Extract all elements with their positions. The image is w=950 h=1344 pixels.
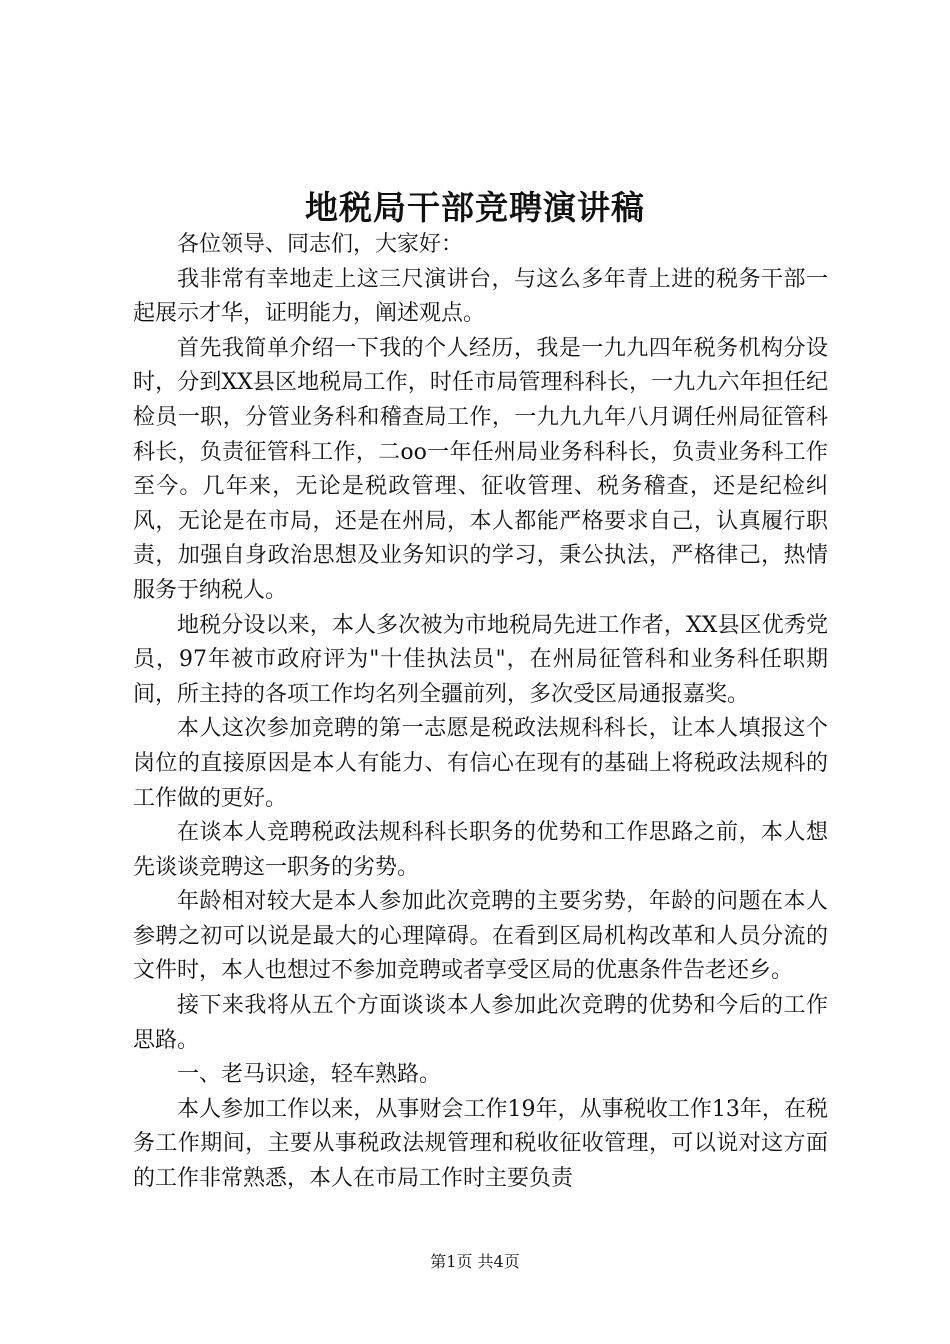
document-body bbox=[133, 228, 828, 1197]
paragraph: 首先我简单介绍一下我的个人经历，我是一九九四年税务机构分设时，分到XX县区地税局工作，时任市局管理科科长，一九九六年担任纪检员一职，分管业务科和稽查局工作，一九九九年八月调任州局征管科科长，负责征管科工作，二oo一年任州局业务科科长，负责业务科工作至今。几年来，无论是税政管理、征收管理、税务稽查，还是纪检纠风，无论是在市局，还是在州局，本人都能严格要求自己，认真履行职责，加强自身政治思想及业务知识的学习，秉公执法，严格律己，热情服务于纳税人。 bbox=[133, 335, 828, 603]
paragraph: 年龄相对较大是本人参加此次竞聘的主要劣势，年龄的问题在本人参聘之初可以说是最大的心理障碍。在看到区局机构改革和人员分流的文件时，本人也想过不参加竞聘或者享受区局的优惠条件告老还乡。 bbox=[133, 889, 828, 984]
paragraph: 地税分设以来，本人多次被为市地税局先进工作者，XX县区优秀党员，97年被市政府评为"十佳执法员"，在州局征管科和业务科任职期间，所主持的各项工作均名列全疆前列，多次受区局通报嘉奖。 bbox=[133, 612, 828, 707]
paragraph: 在谈本人竞聘税政法规科科长职务的优势和工作思路之前，本人想先谈谈竞聘这一职务的劣势。 bbox=[133, 820, 828, 880]
paragraph: 各位领导、同志们，大家好： bbox=[177, 232, 464, 257]
paragraph: 本人参加工作以来，从事财会工作19年，从事税收工作13年，在税务工作期间，主要从事税政法规管理和税收征收管理，可以说对这方面的工作非常熟悉，本人在市局工作时主要负责 bbox=[133, 1096, 828, 1192]
paragraph: 接下来我将从五个方面谈谈本人参加此次竞聘的优势和今后的工作思路。 bbox=[133, 993, 828, 1053]
section-heading: 一、老马识途，轻车熟路。 bbox=[177, 1062, 442, 1088]
paragraph: 我非常有幸地走上这三尺演讲台，与这么多年青上进的税务干部一起展示才华，证明能力，阐述观点。 bbox=[133, 266, 828, 327]
page-footer: 第1页 共4页 bbox=[430, 1252, 520, 1271]
paragraph: 本人这次参加竞聘的第一志愿是税政法规科科长，让本人填报这个岗位的直接原因是本人有能力、有信心在现有的基础上将税政法规科的工作做的更好。 bbox=[133, 716, 828, 811]
document-title: 地税局干部竞聘演讲稿 bbox=[305, 188, 645, 227]
